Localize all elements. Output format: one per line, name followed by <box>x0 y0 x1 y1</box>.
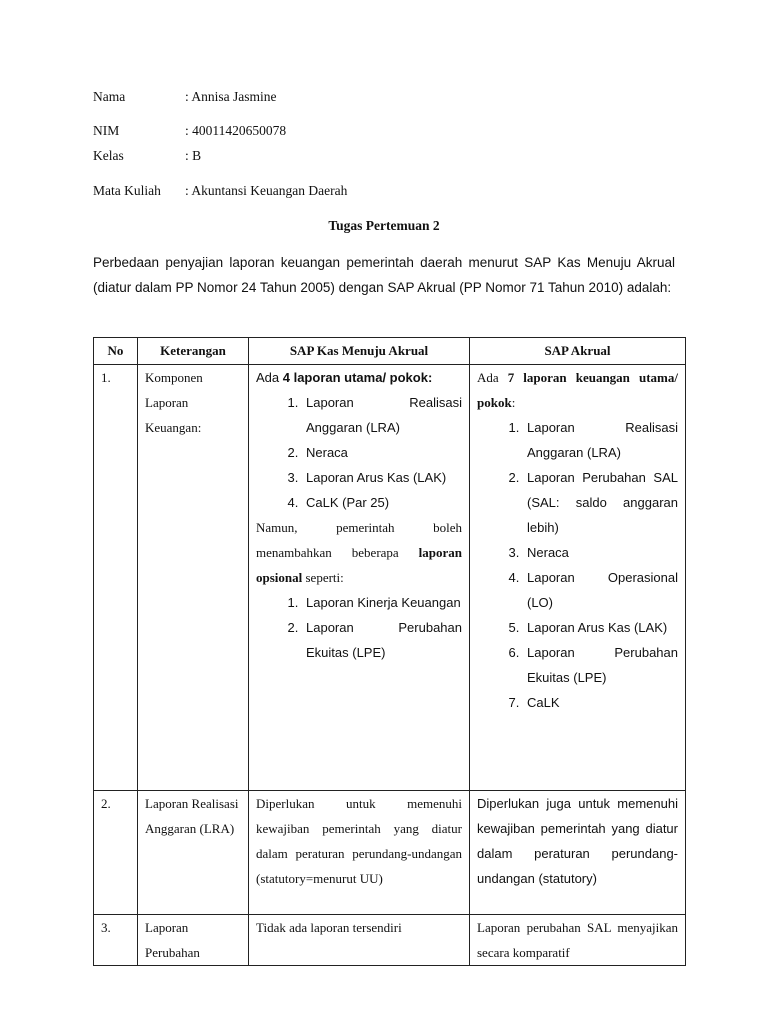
header-keterangan: Keterangan <box>138 338 249 365</box>
kas-intro-bold: 4 laporan utama/ pokok: <box>282 370 433 385</box>
akr-intro-bold: 7 laporan keuangan utama/ pokok <box>477 370 678 410</box>
row2-sap-kas: Diperlukan untuk memenuhi kewajiban pemerintah yang diatur dalam peraturan perundang-undangan (statutory=menurut UU) <box>249 791 470 915</box>
list-item: 4. CaLK (Par 25) <box>302 490 462 515</box>
header-sap-kas: SAP Kas Menuju Akrual <box>249 338 470 365</box>
nim-value: : 40011420650078 <box>185 123 287 138</box>
list-item: 6. Laporan Perubahan Ekuitas (LPE) <box>523 640 678 690</box>
table-row <box>94 791 686 915</box>
row1-sap-akrual <box>470 365 686 791</box>
list-item: 2. Laporan Perubahan Ekuitas (LPE) <box>302 615 462 665</box>
list-item: 1. Laporan Realisasi Anggaran (LRA) <box>523 415 678 465</box>
kas-note-suffix: seperti: <box>302 570 344 585</box>
akr-intro-suffix: : <box>511 395 516 410</box>
row2-sap-akrual: Diperlukan juga untuk memenuhi kewajiban pemerintah yang diatur dalam peraturan perundang-undangan (statutory) <box>470 791 686 915</box>
kas-intro-text: Ada <box>256 370 283 385</box>
nim-label: NIM <box>93 123 120 138</box>
row3-no: 3. <box>94 915 138 966</box>
row3-sap-kas: Tidak ada laporan tersendiri <box>249 915 470 966</box>
akr-intro <box>477 365 678 415</box>
kas-optional-list <box>256 590 462 665</box>
mata-kuliah-value: : Akuntansi Keuangan Daerah <box>185 183 348 198</box>
kas-intro <box>256 365 462 390</box>
header-sap-akrual: SAP Akrual <box>470 338 686 365</box>
kas-note-text: Namun, pemerintah boleh menambahkan beberapa <box>256 520 462 560</box>
list-item: 7. CaLK <box>523 690 678 715</box>
row3-sap-akrual: Laporan perubahan SAL menyajikan secara komparatif <box>470 915 686 966</box>
table-header-row <box>94 338 686 365</box>
akr-intro-text: Ada <box>477 370 508 385</box>
kas-main-list <box>256 390 462 515</box>
kas-note-bold: laporan opsional <box>256 545 462 585</box>
kelas-value: : B <box>185 148 202 163</box>
nama-label: Nama <box>93 89 126 104</box>
table-row <box>94 365 686 791</box>
kas-note <box>256 515 462 590</box>
list-item: 3. Neraca <box>523 540 678 565</box>
task-title: Tugas Pertemuan 2 <box>328 218 440 233</box>
table-row <box>94 915 686 966</box>
intro-paragraph: Perbedaan penyajian laporan keuangan pemerintah daerah menurut SAP Kas Menuju Akrual (diatur dalam PP Nomor 24 Tahun 2005) dengan SAP Akrual (PP Nomor 71 Tahun 2010) adalah: <box>93 255 675 295</box>
list-item: 1. Laporan Kinerja Keuangan <box>302 590 462 615</box>
akr-main-list <box>477 415 678 715</box>
row1-keterangan: Komponen Laporan Keuangan: <box>138 365 249 791</box>
row2-keterangan: Laporan Realisasi Anggaran (LRA) <box>138 791 249 915</box>
list-item: 1. Laporan Realisasi Anggaran (LRA) <box>302 390 462 440</box>
list-item: 5. Laporan Arus Kas (LAK) <box>523 615 678 640</box>
kelas-label: Kelas <box>93 148 124 163</box>
header-no: No <box>94 338 138 365</box>
row3-keterangan: Laporan Perubahan <box>138 915 249 966</box>
list-item: 2. Neraca <box>302 440 462 465</box>
list-item: 2. Laporan Perubahan SAL (SAL: saldo anggaran lebih) <box>523 465 678 540</box>
row2-no: 2. <box>94 791 138 915</box>
comparison-table <box>93 337 686 966</box>
mata-kuliah-label: Mata Kuliah <box>93 183 161 198</box>
row1-no: 1. <box>94 365 138 791</box>
list-item: 3. Laporan Arus Kas (LAK) <box>302 465 462 490</box>
row1-sap-kas <box>249 365 470 791</box>
nama-value: : Annisa Jasmine <box>185 89 277 104</box>
list-item: 4. Laporan Operasional (LO) <box>523 565 678 615</box>
